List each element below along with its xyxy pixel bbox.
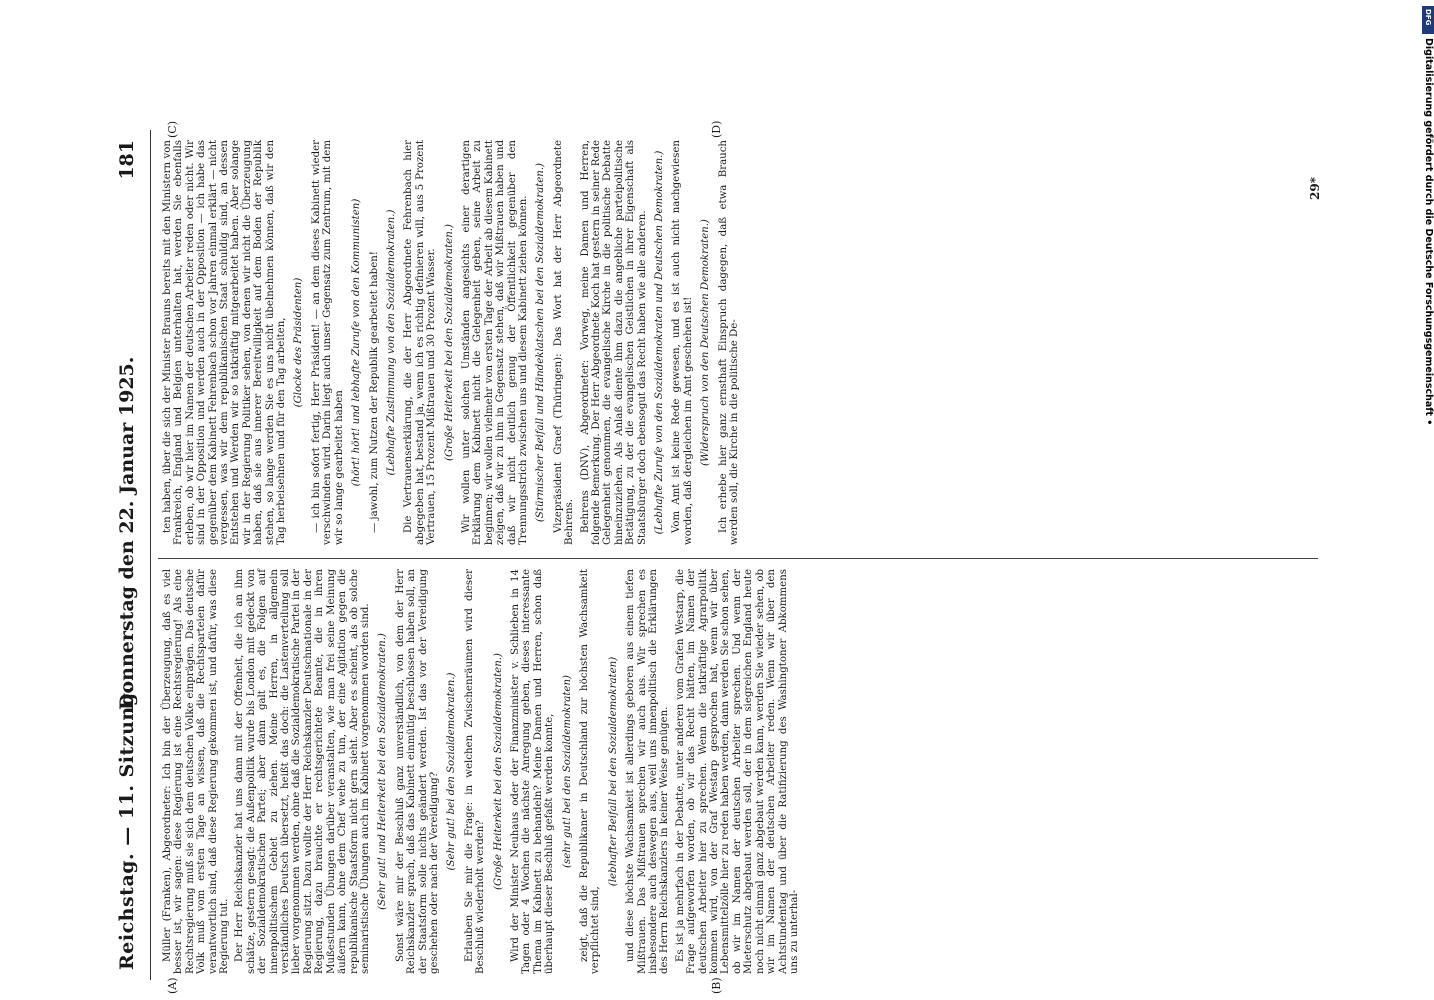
right-text-column bbox=[162, 140, 744, 545]
paragraph: — ich bin sofort fertig, Herr Präsident! — an dem dieses Kabinett wieder verschwinden wird. Darin liegt auch unser Gegensatz zum Zentrum, mit dem wir so lange gearbeitet haben bbox=[310, 140, 345, 545]
interjection: (Stürmischer Beifall und Händeklatschen bei den Sozialdemokraten.) bbox=[535, 162, 547, 523]
interjection: (sehr gut! bei den Sozialdemokraten) bbox=[561, 675, 573, 868]
header-title: Reichstag. — 11. Sitzung. bbox=[116, 685, 138, 970]
interjection: (Lebhafte Zustimmung von den Sozialdemokraten.) bbox=[385, 209, 397, 476]
paragraph: Vizepräsident Graef (Thüringen): Das Wort hat der Herr Abgeordnete Behrens. bbox=[552, 140, 576, 545]
paragraph: zeigt, daß die Republikaner in Deutschland zur höchsten Wachsamkeit verpflichtet sind, bbox=[579, 569, 602, 974]
paragraph: Vom Amt ist keine Rede gewesen, und es ist auch nicht nachgewiesen worden, daß dergleichen im Amt geschehen ist! bbox=[671, 140, 694, 545]
paragraph: Wird der Minister Neuhaus oder der Finanzminister v. Schlieben in 14 Tagen oder 4 Wochen die nächste Anregung geben, dieses interessante Thema im Kabinett zu behandeln? Meine Damen und Herren, schon daß überhaupt dieser Beschluß gefaßt werden konnte, bbox=[509, 569, 556, 974]
paragraph: Der Herr Reichskanzler hat uns dann mit der Offenheit, die ich an ihm schätze, gestern gesagt: die Außenpolitik wurde bis London mit gedeckt von der Sozialdemokratischen Partei; aber dann galt es, die Folgen auf innenpolitischem Gebiet zu ziehen. Meine Herren, in allgemein verständliches Deutsch übersetzt, heißt das doch: die Lastenverteilung soll lieber vorgenommen werden, ohne daß die Sozialdemokratische Partei in der Regierung sitzt. Dazu wollte der Herr Reichskanzler Deutschnationale in der Regierung, dazu brauchte er rechtsgerichtete Beamte, die in ihren Mußestunden Übungen darüber veranstalten, wie man frei seine Meinung äußern kann, ohne dem Chef wehe zu tun, der eine Agitation gegen die republikanische Staatsform nicht gern sieht. Aber es scheint, als ob solche seminaristische Übungen auch im Kabinett vorgenommen worden sind. bbox=[234, 569, 371, 974]
paragraph: — jawohl, zum Nutzen der Republik gearbeitet haben! bbox=[368, 251, 380, 533]
interjection: (hört! hört! und lebhafte Zurufe von den Kommunisten) bbox=[351, 198, 363, 487]
interjection: (Sehr gut! bei den Sozialdemokraten.) bbox=[446, 672, 458, 871]
paragraph: und diese höchste Wachsamkeit ist allerdings geboren aus einem tiefen Mißtrauen. Das Mißtrauen sprechen wir auch aus. Wir sprechen es insbesondere auch deswegen aus, weil uns innenpolitisch die Erklärungen des Herrn Reichskanzlers in keiner Weise genügen. bbox=[625, 569, 671, 974]
paragraph: Müller (Franken), Abgeordneter: Ich bin der Überzeugung, daß es viel besser ist, wir sagen: diese Regierung ist eine Rechtsregierung! Als eine Rechtsregierung muß sie sich dem deutschen Volke einprägen. Das deutsche Volk muß vom ersten Tage an wissen, daß die Rechtsparteien dafür verantwortlich sind, daß diese Regierung gekommen ist, und dafür, was diese Regierung tut. bbox=[162, 569, 231, 974]
interjection: (Sehr gut! und Heiterkeit bei den Sozialdemokraten.) bbox=[377, 633, 389, 910]
dfg-sidebar bbox=[1422, 6, 1434, 994]
margin-marker-a: (A) bbox=[166, 977, 179, 994]
paragraph: Wir wollen unter solchen Umständen angesichts einer derartigen Erklärung dem Kabinett nicht die Gelegenheit geben, seine Arbeit zu beginnen; wir wollen vielmehr von ersten Tage der Arbeit ab diesem Kabinett zeigen, daß wir zu ihm in Gegensatz stehen, daß wir Mißtrauen haben und daß wir nicht deutlich genug der Öffentlichkeit gegenüber den Trennungsstrich zwischen uns und diesem Kabinett ziehen können. bbox=[460, 140, 529, 545]
dfg-logo: DFG bbox=[1422, 6, 1434, 34]
paragraph: Behrens (DNV), Abgeordneter: Vorweg, meine Damen und Herren, folgende Bemerkung. Der Herr Abgeordnete Koch hat gestern in seiner Rede Gelegenheit genommen, die evangelische Kirche in die politische Debatte hineinzuziehen. Als Anlaß diente ihm dazu die angebliche parteipolitische Betätigung, zu der die evangelischen Geistlichen in ihrer Eigenschaft als Staatsbürger doch ebensogut das Recht haben wie alle anderen. bbox=[579, 140, 648, 545]
rotated-page-content bbox=[110, 120, 1330, 994]
interjection: (lebhafter Beifall bei den Sozialdemokraten) bbox=[607, 656, 619, 887]
digitization-credit: Digitalisierung gefördert durch die Deutsche Forschungsgemeinschaft • bbox=[1423, 38, 1434, 426]
column-divider bbox=[158, 558, 1318, 559]
header-date: Donnerstag den 22. Januar 1925. bbox=[116, 356, 138, 710]
interjection: (Große Heiterkeit bei den Sozialdemokraten.) bbox=[443, 224, 455, 461]
paragraph: Sonst wäre mir der Beschluß ganz unverständlich, von dem der Herr Reichskanzler sprach, daß das Kabinett einmütig beschlossen haben soll, an der Staatsform solle nichts geändert werden. Ist das vor der Vereidigung geschehen oder nach der Vereidigung? bbox=[394, 569, 440, 974]
interjection: (Lebhafte Zurufe von den Sozialdemokraten und Deutschen Demokraten.) bbox=[654, 150, 666, 535]
paragraph: Die Vertrauenserklärung, die der Herr Abgeordnete Fehrenbach hier abgegeben hat, bestand ja, wenn ich es richtig definieren will, aus 5 Prozent Vertrauen, 15 Prozent Mißtrauen und 30 Prozent Wasser. bbox=[403, 140, 438, 545]
paragraph: ten haben, über die sich der Minister Brauns bereits mit den Ministern von Frankreich, England und Belgien unterhalten hat, werden Sie ebenfalls erleben, ob wir hier im Namen der deutschen Arbeiter reden oder nicht. Wir sind in der Opposition und werden auch in der Opposition — ich habe das gegenüber dem Kabinett Fehrenbach schon vor Jahren einmal erklärt — nicht vergessen, was wir dem republikanischen Staat schuldig sind, an dessen Entstehen und Werden wir so tatkräftig mitgearbeitet haben. Aber solange wir in der Regierung Politiker sehen, von denen wir nicht die Überzeugung haben, daß sie aus innerer Bereitwilligkeit auf dem Boden der Republik stehen, so lange werden Sie es uns nicht übelnehmen können, daß wir den Tag herbeisehnen und für den Tag arbeiten, bbox=[162, 140, 288, 545]
interjection: (Große Heiterkeit bei den Sozialdemokraten.) bbox=[492, 653, 504, 890]
paragraph: Erlauben Sie mir die Frage: in welchen Zwischenräumen wird dieser Beschluß wiederholt werden? bbox=[463, 569, 487, 974]
margin-marker-d: (D) bbox=[710, 120, 723, 138]
margin-marker-c: (C) bbox=[166, 121, 179, 138]
signature-mark: 29* bbox=[1308, 177, 1322, 200]
interjection: (Widerspruch von den Deutschen Demokraten.) bbox=[700, 219, 712, 466]
interjection: (Glocke des Präsidenten) bbox=[293, 277, 305, 408]
paragraph: Es ist ja mehrfach in der Debatte, unter anderen vom Grafen Westarp, die Frage aufgeworfen worden, ob wir das Recht hätten, im Namen der deutschen Arbeiter hier zu sprechen. Wenn die tatkräftige Agrarpolitik kommen wird, von der Graf Westarp gesprochen hat, wenn wir über Lebensmittelzölle hier zu reden haben werden, dann werden Sie schon sehen, ob wir im Namen der deutschen Arbeiter sprechen. Und wenn der Mieterschutz abgebaut werden soll, der in dem siegreichen England heute noch nicht einmal ganz abgebaut werden kann, werden Sie wieder sehen, ob wir im Namen der deutschen Arbeiter reden. Wenn wir über den Achtstundentag und über die Ratifizierung des Washingtoner Abkommens uns zu unterhal- bbox=[674, 569, 800, 974]
left-text-column bbox=[162, 569, 804, 974]
page-header bbox=[110, 130, 151, 980]
paragraph: Ich erhebe hier ganz ernsthaft Einspruch dagegen, daß etwa Brauch werden soll, die Kirche in die politische De- bbox=[717, 140, 741, 545]
page-number: 181 bbox=[116, 140, 138, 180]
margin-marker-b: (B) bbox=[710, 977, 723, 994]
